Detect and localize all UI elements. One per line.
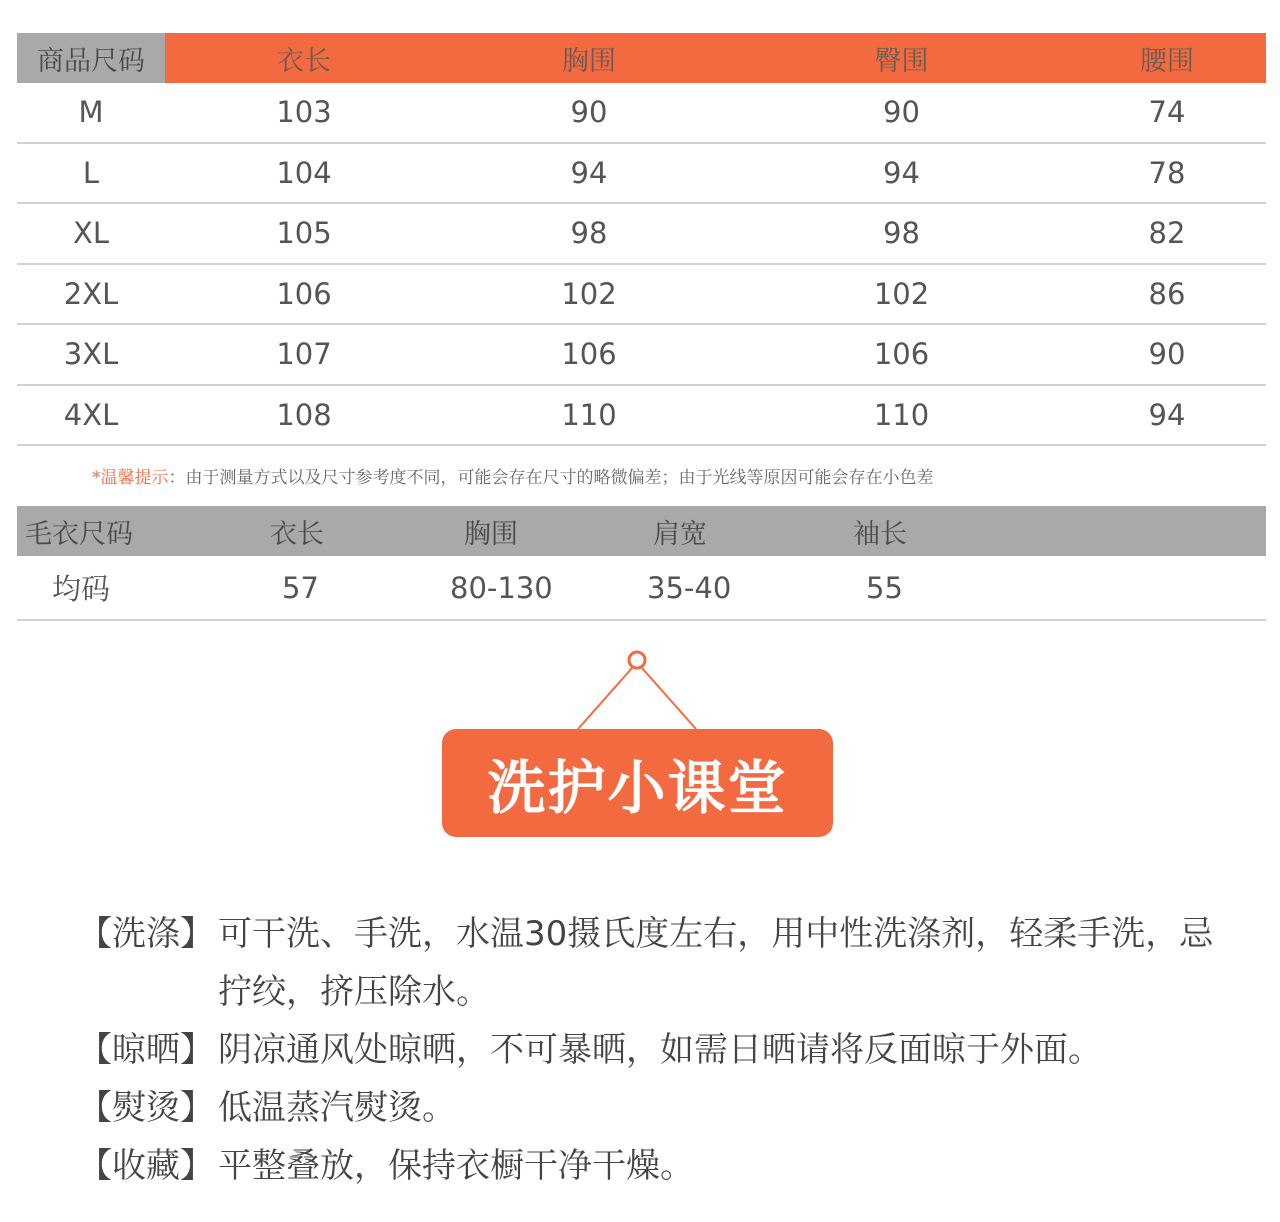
size-cell: 均码 [52, 572, 111, 606]
note-text: ：由于测量方式以及尺寸参考度不同，可能会存在尺寸的略微偏差；由于光线等原因可能会存在小色差 [168, 468, 934, 488]
care-item-ironing [78, 1079, 1218, 1137]
care-tag: 【洗涤】 [78, 914, 214, 954]
care-title-sign [442, 729, 833, 837]
header-length: 衣长 [270, 518, 324, 550]
length-cell: 106 [276, 276, 332, 311]
chest-cell: 102 [561, 276, 617, 311]
care-title: 洗护小课堂 [487, 754, 788, 822]
chest-cell: 106 [561, 337, 617, 372]
size-table-header [17, 33, 1266, 83]
hip-cell: 110 [873, 397, 930, 432]
chest-cell: 98 [570, 216, 608, 251]
header-size: 商品尺码 [17, 33, 165, 83]
note-highlight: *温馨提示 [92, 468, 169, 488]
care-text: 可干洗、手洗，水温30摄氏度左右，用中性洗涤剂，轻柔手洗，忌拧绞，挤压除水。 [218, 914, 1214, 1012]
size-cell: M [78, 95, 104, 130]
length-cell: 105 [276, 216, 332, 251]
hip-cell: 90 [883, 95, 920, 130]
header-length: 衣长 [277, 45, 331, 77]
table-row [17, 265, 1266, 326]
care-item-washing [78, 905, 1218, 1021]
header-sleeve: 袖长 [853, 518, 907, 550]
chest-cell: 90 [570, 95, 608, 130]
care-instructions [78, 905, 1218, 1195]
size-cell: 4XL [63, 397, 119, 432]
header-shoulder: 肩宽 [653, 518, 707, 550]
care-item-storage [78, 1137, 1218, 1195]
waist-cell: 90 [1148, 337, 1186, 372]
care-item-drying [78, 1021, 1218, 1079]
header-sweater-size: 毛衣尺码 [25, 518, 133, 550]
table-row [17, 556, 1266, 621]
chest-cell: 80-130 [450, 570, 553, 605]
hip-cell: 98 [883, 216, 920, 251]
waist-cell: 78 [1148, 155, 1186, 190]
size-cell: L [82, 155, 100, 190]
table-row [17, 83, 1266, 144]
shoulder-cell: 35-40 [647, 570, 732, 605]
sign-hanger-icon [560, 645, 720, 735]
sweater-header-cells [17, 506, 1266, 556]
length-cell: 104 [276, 155, 332, 190]
care-text: 低温蒸汽熨烫。 [218, 1088, 456, 1128]
measurement-note [92, 463, 934, 488]
table-row [17, 144, 1266, 205]
hip-cell: 102 [873, 276, 930, 311]
waist-cell: 86 [1148, 276, 1186, 311]
length-cell: 57 [282, 570, 319, 605]
header-chest: 胸围 [562, 45, 616, 77]
table-row [17, 204, 1266, 265]
sweater-header-bg [17, 506, 1266, 556]
waist-cell: 74 [1148, 95, 1186, 130]
table-row [17, 325, 1266, 386]
size-cell: XL [72, 216, 110, 251]
size-table [17, 33, 1266, 446]
header-hip: 臀围 [874, 45, 929, 77]
length-cell: 108 [276, 397, 332, 432]
care-tag: 【熨烫】 [78, 1088, 214, 1128]
hip-cell: 94 [883, 155, 920, 190]
care-text: 平整叠放，保持衣橱干净干燥。 [218, 1146, 694, 1186]
hip-cell: 106 [873, 337, 930, 372]
header-chest: 胸围 [464, 518, 518, 550]
care-text: 阴凉通风处晾晒，不可暴晒，如需日晒请将反面晾于外面。 [218, 1030, 1102, 1070]
chest-cell: 94 [570, 155, 608, 190]
waist-cell: 82 [1148, 216, 1186, 251]
header-waist: 腰围 [1140, 45, 1194, 77]
size-cell: 2XL [63, 276, 119, 311]
care-tag: 【晾晒】 [78, 1030, 214, 1070]
care-tag: 【收藏】 [78, 1146, 214, 1186]
chest-cell: 110 [561, 397, 617, 432]
length-cell: 107 [276, 337, 332, 372]
sleeve-cell: 55 [866, 570, 903, 605]
table-row [17, 386, 1266, 447]
size-cell: 3XL [63, 337, 119, 372]
waist-cell: 94 [1148, 397, 1186, 432]
length-cell: 103 [276, 95, 332, 130]
